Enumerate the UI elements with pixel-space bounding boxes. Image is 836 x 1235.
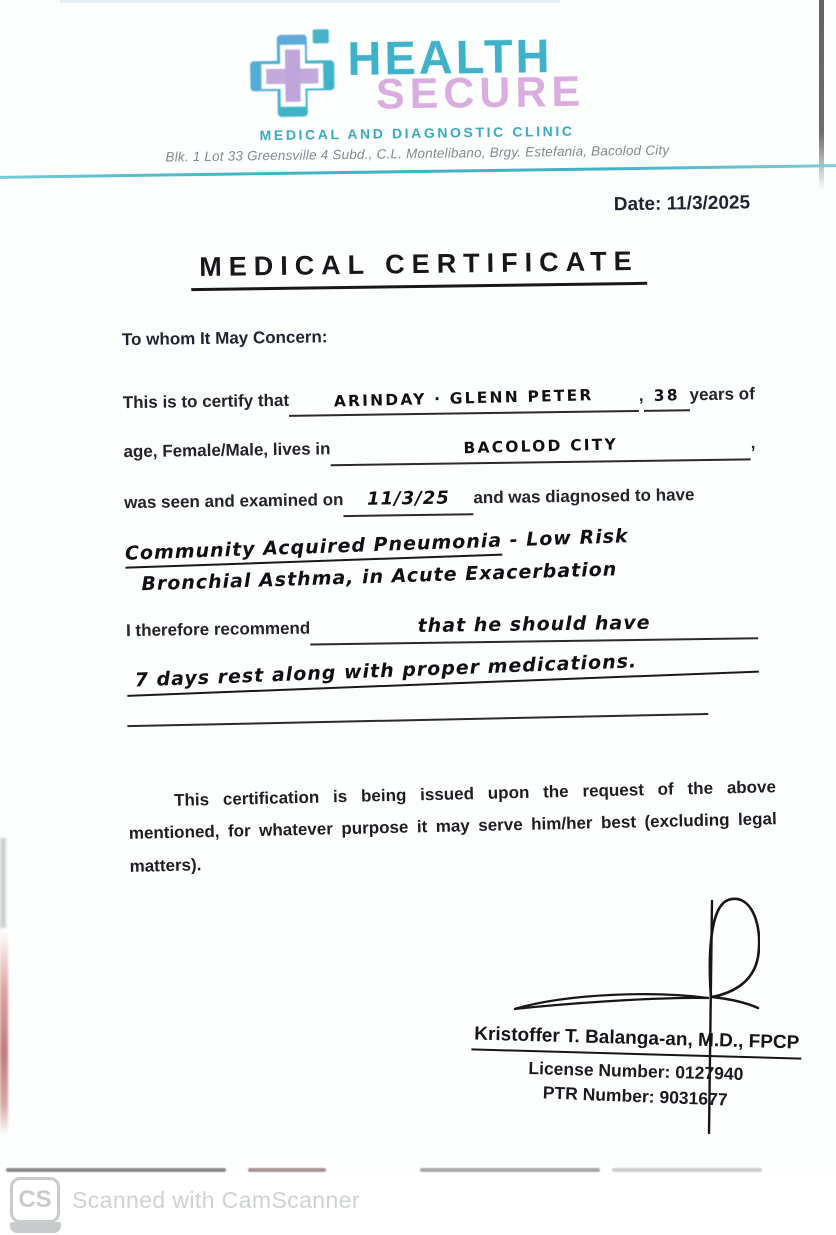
camscanner-logo-tab	[10, 1222, 61, 1233]
ptr-label: PTR Number:	[542, 1082, 655, 1107]
camscanner-logo-text: CS	[18, 1186, 52, 1213]
recommend-prefix: I therefore recommend	[125, 618, 311, 640]
certification-paragraph: This certification is being issued upon the request of the above mentioned, for whatever purpose it may serve him/her best (excluding legal matters).	[128, 777, 777, 876]
salutation: To whom It May Concern:	[121, 327, 328, 350]
clinic-name	[347, 28, 586, 119]
patient-name-value: ARINDAY · GLENN PETER	[333, 386, 595, 411]
document-title: MEDICAL CERTIFICATE	[191, 246, 647, 291]
recommend-value: that he should have	[417, 611, 651, 637]
scan-noise	[6, 1168, 226, 1172]
clinic-name-health: HEALTH	[347, 28, 553, 85]
exam-line	[124, 480, 756, 520]
camscanner-logo-icon	[10, 1177, 60, 1223]
comma: ,	[638, 385, 644, 405]
recommend-line	[126, 607, 758, 648]
certify-prefix: This is to certify that	[122, 390, 290, 413]
scan-noise	[612, 1168, 762, 1172]
recommend-blank	[310, 607, 758, 646]
doctor-name: Kristoffer T. Balanga-an, M.D., FPCP	[472, 1023, 802, 1059]
camscanner-footer	[0, 1175, 836, 1235]
camscanner-watermark: Scanned with CamScanner	[72, 1187, 360, 1213]
header-divider	[0, 164, 836, 180]
exam-suffix: and was diagnosed to have	[473, 484, 695, 507]
diagnosis-line-2: Bronchial Asthma, in Acute Exacerbation	[141, 557, 618, 595]
certify-line	[123, 381, 755, 419]
diagnosis-1-rest: - Low Risk	[509, 524, 629, 551]
empty-blank-line	[127, 709, 708, 727]
residence-line	[123, 431, 755, 469]
license-label: License Number:	[528, 1058, 671, 1082]
clinic-address: Blk. 1 Lot 33 Greensville 4 Subd., C.L. Montelibano, Brgy. Estefania, Bacolod City	[165, 142, 670, 165]
patient-name-blank	[289, 383, 639, 417]
ptr-number: 9031677	[659, 1086, 728, 1110]
certificate-body	[123, 381, 760, 725]
date-line: Date: 11/3/2025	[613, 192, 751, 216]
age-value: 38	[653, 386, 680, 405]
clinic-header	[0, 0, 836, 179]
clinic-logo	[0, 23, 835, 127]
scan-noise	[248, 1168, 326, 1172]
residence-prefix: age, Female/Male, lives in	[123, 439, 331, 462]
comma: ,	[750, 433, 756, 453]
scan-artifact-left-gray	[0, 838, 6, 928]
exam-prefix: was seen and examined on	[124, 489, 344, 512]
recommend-line-2: 7 days rest along with proper medications.	[126, 646, 759, 697]
scan-artifact-left-pink	[0, 930, 8, 1135]
age-blank	[643, 382, 689, 412]
certify-suffix: years of	[689, 384, 755, 405]
scan-noise	[420, 1168, 600, 1172]
exam-date-value: 11/3/25	[366, 487, 450, 510]
license-number: 0127940	[674, 1062, 744, 1084]
clinic-name-secure: SECURE	[375, 67, 586, 119]
exam-date-blank	[343, 484, 473, 517]
medical-cross-icon	[247, 30, 338, 123]
residence-value: BACOLOD CITY	[463, 435, 619, 458]
residence-blank	[330, 431, 751, 466]
signatory-block	[449, 1023, 823, 1112]
diagnosis-1-underlined: Community Acquired Pneumonia	[125, 529, 503, 568]
clinic-tagline: MEDICAL AND DIAGNOSTIC CLINIC	[259, 122, 575, 144]
